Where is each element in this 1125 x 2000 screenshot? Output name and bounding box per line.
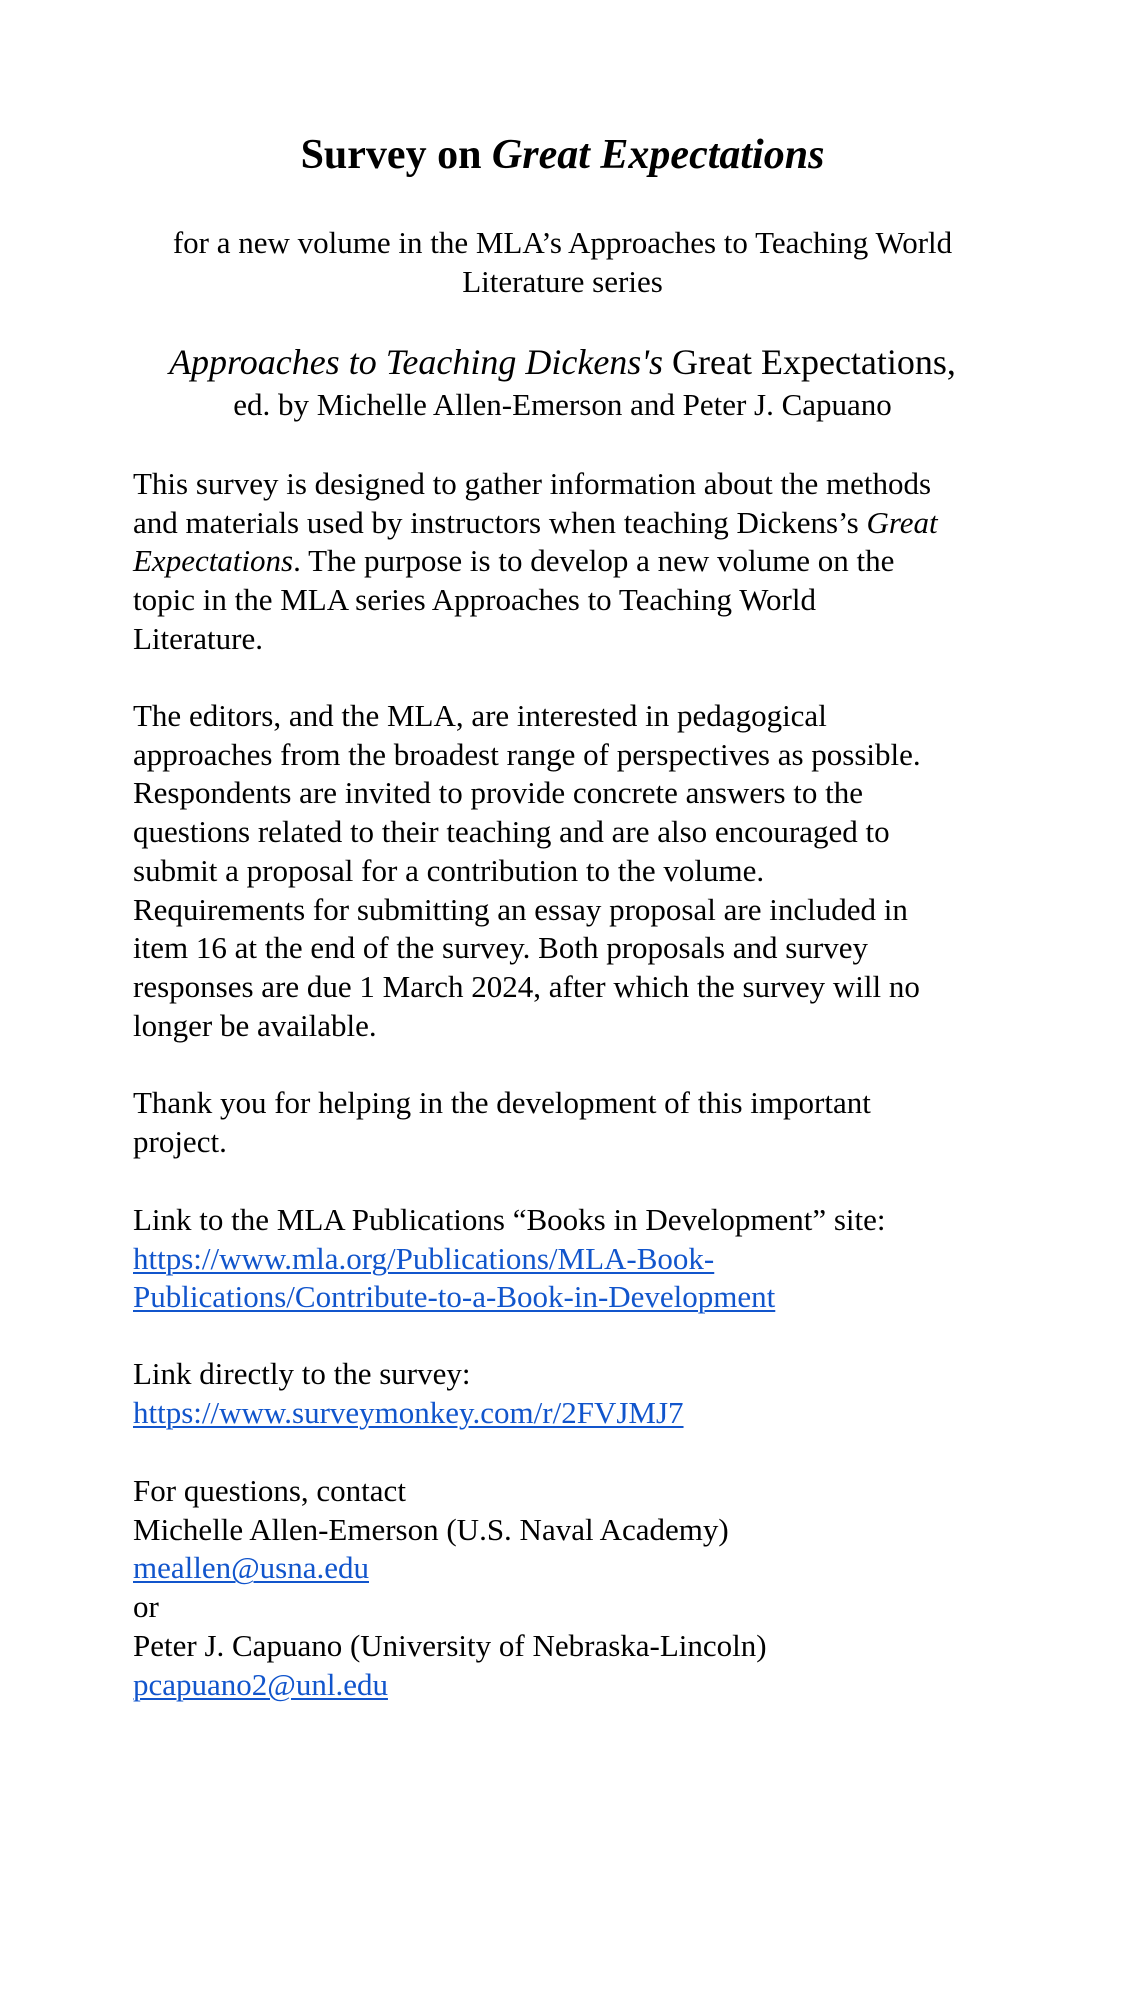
contacts-section xyxy=(133,1472,1013,1704)
title-italic: Great Expectations xyxy=(491,132,825,178)
text-run: and materials used by instructors when teaching Dickens’s xyxy=(133,504,867,540)
subtitle-line: Literature series xyxy=(462,263,663,299)
page-title xyxy=(0,130,1125,180)
mla-link-label: Link to the MLA Publications “Books in Development” site: xyxy=(133,1202,886,1237)
italic-run: Expectations xyxy=(133,543,294,579)
mla-link-section xyxy=(133,1201,1013,1317)
contact-name-capuano: Peter J. Capuano (University of Nebraska-Lincoln) xyxy=(133,1627,767,1663)
subtitle xyxy=(120,224,1005,301)
paragraph-line: approaches from the broadest range of perspectives as possible. xyxy=(133,736,921,772)
title-prefix: Survey on xyxy=(300,132,492,178)
survey-link-label: Link directly to the survey: xyxy=(133,1356,471,1391)
paragraph-line: Requirements for submitting an essay proposal are included in xyxy=(133,891,908,927)
book-editors: ed. by Michelle Allen-Emerson and Peter J. Capuano xyxy=(233,387,892,422)
paragraph-line: Thank you for helping in the development of this important xyxy=(133,1085,871,1120)
paragraph-line xyxy=(133,542,1013,581)
contacts-intro: For questions, contact xyxy=(133,1473,406,1508)
mla-books-in-development-link-continued[interactable] xyxy=(133,1278,1013,1317)
italic-run: Great xyxy=(866,504,938,540)
survey-link-section xyxy=(133,1355,1013,1432)
paragraph-line: responses are due 1 March 2024, after which the survey will no xyxy=(133,968,920,1004)
contacts-separator: or xyxy=(133,1589,159,1625)
link-text[interactable]: Publications/Contribute-to-a-Book-in-Development xyxy=(133,1279,776,1315)
subtitle-line: for a new volume in the MLA’s Approaches to Teaching World xyxy=(172,225,953,260)
paragraph-line: project. xyxy=(133,1123,227,1159)
paragraph-line xyxy=(133,504,1013,543)
contact-name-allen-emerson: Michelle Allen-Emerson (U.S. Naval Academy) xyxy=(133,1511,729,1547)
paragraph-line: topic in the MLA series Approaches to Teaching World xyxy=(133,582,816,618)
paragraph-line: longer be available. xyxy=(133,1007,377,1043)
email-link-pcapuano[interactable]: pcapuano2@unl.edu xyxy=(133,1666,388,1702)
book-title-roman: Great Expectations, xyxy=(663,342,956,382)
paragraph-line: questions related to their teaching and are also encouraged to xyxy=(133,814,890,850)
paragraph-line: Literature. xyxy=(133,620,263,656)
paragraph-line: submit a proposal for a contribution to the volume. xyxy=(133,852,765,888)
paragraph-line: item 16 at the end of the survey. Both proposals and survey xyxy=(133,930,868,966)
paragraph-line: This survey is designed to gather information about the methods xyxy=(133,466,932,501)
mla-books-in-development-link[interactable] xyxy=(133,1240,1013,1279)
surveymonkey-link[interactable]: https://www.surveymonkey.com/r/2FVJMJ7 xyxy=(133,1394,684,1430)
book-title-italic: Approaches to Teaching Dickens's xyxy=(169,342,664,382)
link-text[interactable]: https://www.mla.org/Publications/MLA-Book- xyxy=(133,1240,715,1276)
text-run: . The purpose is to develop a new volume on the xyxy=(293,543,895,579)
book-title xyxy=(100,340,1025,384)
editors-interest-paragraph xyxy=(133,697,1013,1045)
paragraph-line: Respondents are invited to provide concrete answers to the xyxy=(133,775,863,811)
paragraph-line: The editors, and the MLA, are interested in pedagogical xyxy=(133,698,827,733)
email-link-meallen[interactable]: meallen@usna.edu xyxy=(133,1550,369,1586)
intro-paragraph xyxy=(133,465,1013,659)
thanks-paragraph xyxy=(133,1084,1013,1161)
